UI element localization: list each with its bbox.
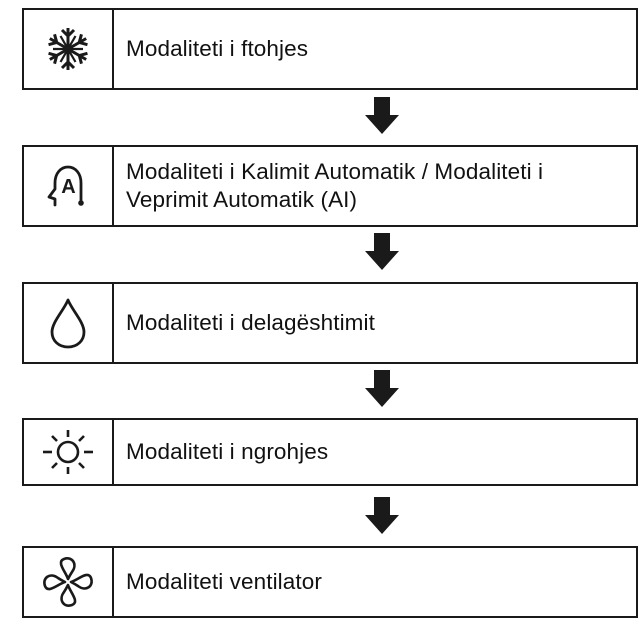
mode-box-dehumidify (22, 282, 638, 364)
down-arrow-icon (364, 370, 400, 408)
down-arrow-icon (364, 97, 400, 135)
icon-cell (24, 147, 114, 225)
mode-box-cooling (22, 8, 638, 90)
auto-mode-icon-letter: A (61, 176, 76, 198)
label-cell (114, 284, 636, 362)
down-arrow-icon (364, 233, 400, 271)
label-cell (114, 420, 636, 484)
mode-label-dehumidify: Modaliteti i delagështimit (126, 310, 375, 335)
label-cell (114, 147, 636, 225)
fan-icon (42, 556, 94, 608)
mode-box-auto (22, 145, 638, 227)
sun-icon (40, 427, 96, 477)
down-arrow-icon (364, 497, 400, 535)
auto-mode-icon (41, 159, 95, 213)
icon-cell (24, 284, 114, 362)
mode-box-heating (22, 418, 638, 486)
mode-label-cooling: Modaliteti i ftohjes (126, 36, 309, 61)
icon-cell (24, 420, 114, 484)
label-cell (114, 548, 636, 616)
icon-cell (24, 10, 114, 88)
snowflake-icon (43, 24, 93, 74)
mode-box-fan (22, 546, 638, 618)
water-drop-icon (46, 296, 90, 350)
mode-label-heating: Modaliteti i ngrohjes (126, 439, 329, 464)
icon-cell (24, 548, 114, 616)
mode-label-auto: Modaliteti i Kalimit Automatik / Modaliteti i Veprimit Automatik (AI) (126, 159, 544, 212)
mode-label-fan: Modaliteti ventilator (126, 569, 322, 594)
label-cell (114, 10, 636, 88)
